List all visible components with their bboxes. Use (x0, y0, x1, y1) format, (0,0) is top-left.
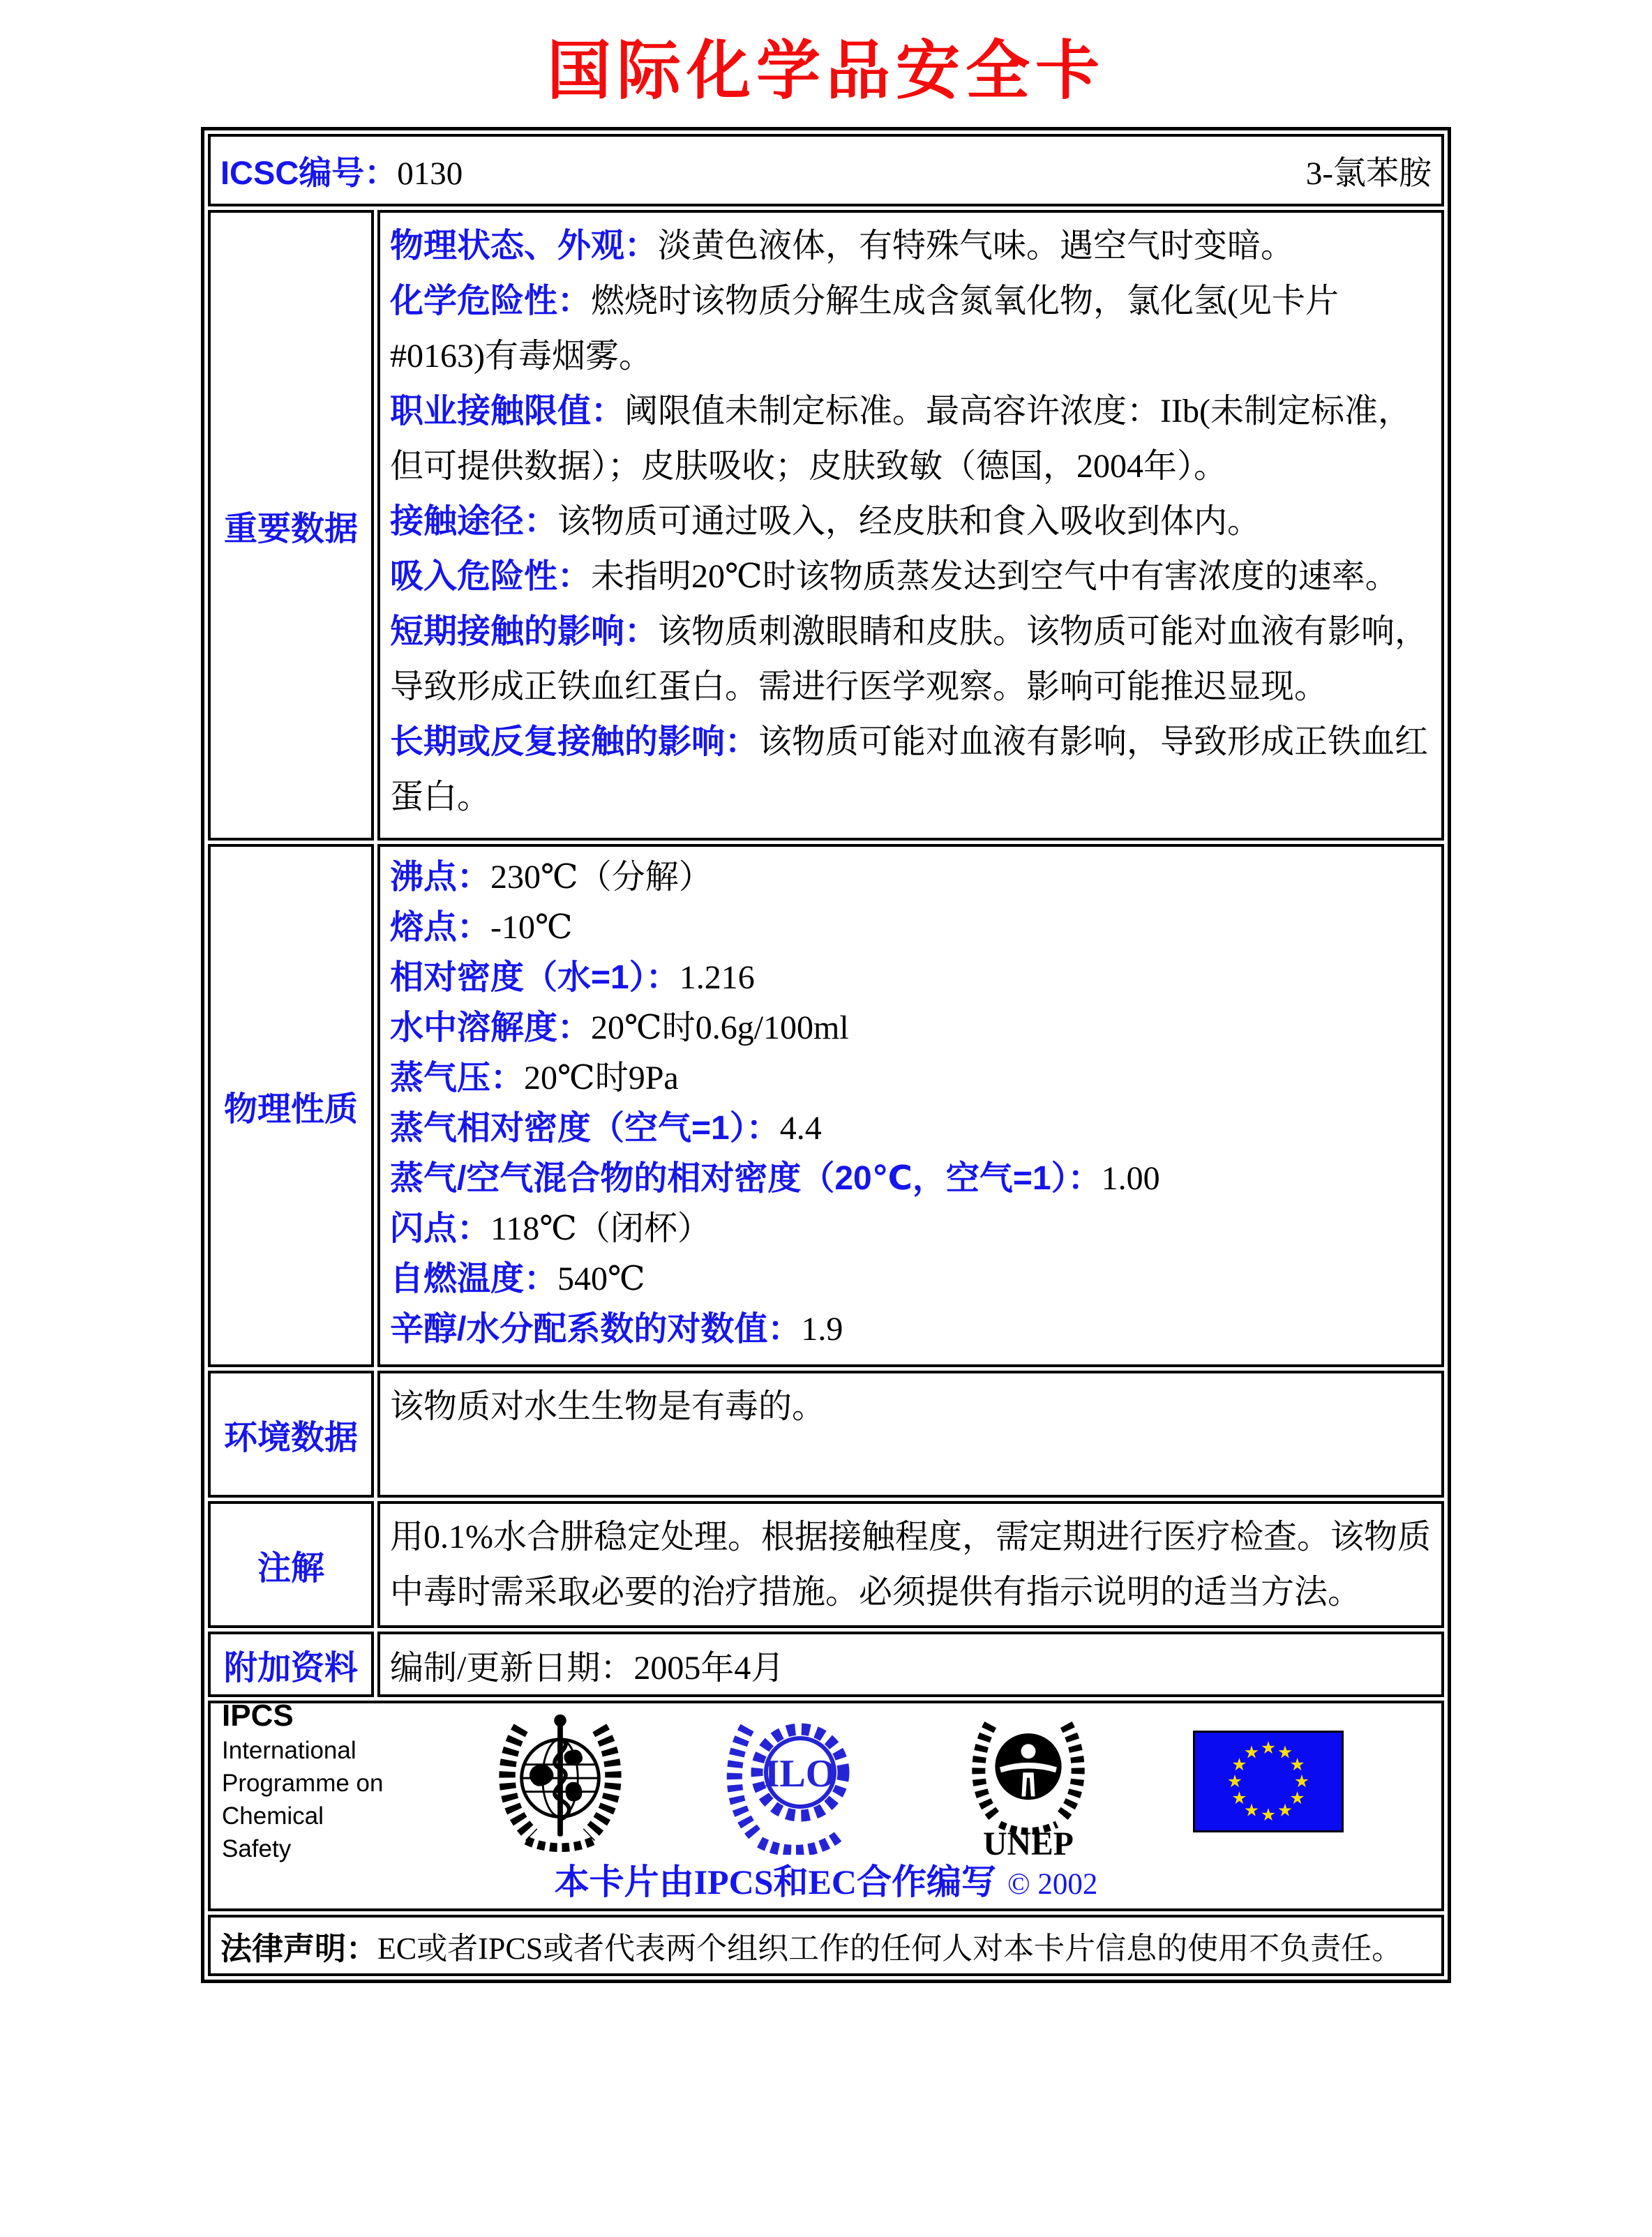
legal-cell (208, 1915, 1444, 1976)
property-label: 相对密度（水=1）： (390, 959, 679, 996)
legal-row (208, 1915, 1444, 1976)
icsc-number-value: 0130 (397, 155, 463, 192)
field-text: 燃烧时该物质分解生成含氮氧化物，氯化氢(见卡片#0163)有毒烟雾。 (390, 283, 1339, 375)
field-label: 接触途径： (390, 503, 558, 540)
icsc-number-group (220, 147, 463, 194)
additional-info-content (377, 1632, 1444, 1697)
property-value: 540℃ (557, 1260, 645, 1297)
field-text: 阈限值未制定标准。最高容许浓度：IIb(未制定标准，但可提供数据）；皮肤吸收；皮肤致敏（德国，2004年）。 (390, 393, 1411, 485)
important-item (390, 273, 1432, 384)
property-label: 辛醇/水分配系数的对数值： (390, 1311, 802, 1348)
ilo-logo-icon (723, 1708, 863, 1855)
footer-cell (208, 1701, 1444, 1911)
who-logo-icon (492, 1710, 629, 1853)
field-label: 长期或反复接触的影响： (390, 723, 759, 760)
important-item (390, 384, 1432, 494)
property-value: 1.00 (1101, 1160, 1160, 1197)
field-text: 淡黄色液体，有特殊气味。遇空气时变暗。 (658, 227, 1295, 264)
property-label: 闪点： (390, 1210, 491, 1247)
row-label-additional-info: 附加资料 (208, 1632, 374, 1697)
field-text: 该物质可能对血液有影响，导致形成正铁血红蛋白。 (390, 723, 1429, 815)
important-item (390, 494, 1432, 549)
field-text: 未指明20℃时该物质蒸发达到空气中有害浓度的速率。 (591, 558, 1399, 595)
row-label-environmental-data: 环境数据 (208, 1371, 374, 1498)
field-label: 化学危险性： (390, 283, 592, 319)
notes-content (377, 1501, 1444, 1628)
important-data-row (208, 210, 1444, 841)
svg-text:ILO: ILO (764, 1752, 836, 1795)
property-line (390, 852, 1432, 903)
important-item (390, 714, 1432, 824)
important-item (390, 604, 1432, 714)
property-value: 4.4 (779, 1110, 822, 1147)
field-text: 该物质可通过吸入，经皮肤和食入吸收到体内。 (557, 503, 1261, 540)
ipcs-text-block (222, 1698, 396, 1865)
row-label-important-data: 重要数据 (208, 210, 374, 841)
property-label: 蒸气压： (390, 1060, 525, 1097)
field-label: 吸入危险性： (390, 558, 592, 595)
field-label: 职业接触限值： (390, 393, 625, 430)
legal-text: EC或者IPCS或者代表两个组织工作的任何人对本卡片信息的使用不负责任。 (377, 1931, 1403, 1966)
property-label: 蒸气/空气混合物的相对密度（20℃，空气=1）： (390, 1160, 1102, 1197)
property-value: 20℃时9Pa (524, 1060, 679, 1097)
additional-info-row (208, 1632, 1444, 1697)
property-value: 1.9 (801, 1311, 843, 1348)
physical-properties-row (208, 844, 1444, 1367)
unep-logo-icon (959, 1703, 1098, 1860)
row-label-notes: 注解 (208, 1501, 374, 1628)
substance-name: 3-氯苯胺 (1305, 155, 1432, 192)
ipcs-line: Chemical Safety (222, 1802, 324, 1862)
property-line (390, 1304, 1432, 1355)
property-label: 蒸气相对密度（空气=1）： (390, 1110, 780, 1147)
icsc-number-label: ICSC编号： (220, 153, 398, 191)
header-row (208, 134, 1444, 206)
header-cell (208, 134, 1444, 206)
update-date-text: 编制/更新日期：2005年4月 (390, 1649, 785, 1687)
copyright-text: 本卡片由IPCS和EC合作编写 (554, 1862, 996, 1901)
notes-row (208, 1501, 1444, 1628)
footer-caption (218, 1854, 1434, 1904)
eu-flag-icon (1193, 1731, 1344, 1832)
field-label: 物理状态、外观： (390, 227, 659, 264)
property-line (390, 1003, 1432, 1053)
important-data-content (377, 210, 1444, 841)
property-value: -10℃ (490, 909, 573, 946)
legal-label: 法律声明： (220, 1930, 378, 1966)
copyright-year: © 2002 (1007, 1868, 1098, 1901)
notes-text: 用0.1%水合肼稳定处理。根据接触程度，需定期进行医疗检查。该物质中毒时需采取必要的治疗措施。必须提供有指示说明的适当方法。 (390, 1519, 1431, 1611)
row-label-physical-properties: 物理性质 (208, 844, 374, 1367)
property-line (390, 1204, 1432, 1254)
ipcs-line: Programme on (222, 1770, 384, 1797)
environmental-data-content (377, 1371, 1444, 1498)
ipcs-acronym: IPCS (222, 1699, 294, 1733)
property-line (390, 1053, 1432, 1104)
property-line (390, 1254, 1432, 1304)
important-item (390, 549, 1432, 604)
field-label: 短期接触的影响： (390, 613, 659, 650)
environmental-text: 该物质对水生生物是有毒的。 (390, 1388, 826, 1425)
property-line (390, 1104, 1432, 1154)
page-title: 国际化学品安全卡 (546, 36, 1105, 107)
field-text: 该物质刺激眼睛和皮肤。该物质可能对血液有影响，导致形成正铁血红蛋白。需进行医学观察。影响可能推迟显现。 (390, 613, 1429, 705)
ipcs-line: International (222, 1737, 356, 1764)
property-label: 水中溶解度： (390, 1009, 592, 1046)
property-value: 1.216 (679, 959, 755, 996)
property-value: 230℃（分解） (490, 859, 712, 896)
property-label: 沸点： (390, 859, 491, 896)
important-item (390, 218, 1432, 273)
property-line (390, 903, 1432, 953)
property-value: 20℃时0.6g/100ml (591, 1009, 849, 1046)
property-line (390, 1154, 1432, 1204)
svg-text:UNEP: UNEP (982, 1826, 1074, 1860)
physical-properties-content (377, 844, 1444, 1367)
property-label: 自燃温度： (390, 1260, 558, 1297)
logo-row (218, 1699, 1434, 1862)
property-label: 熔点： (390, 909, 491, 946)
icsc-card-table (201, 127, 1451, 1983)
property-value: 118℃（闭杯） (490, 1210, 711, 1247)
property-line (390, 953, 1432, 1003)
environmental-data-row (208, 1371, 1444, 1498)
footer-row (208, 1701, 1444, 1911)
